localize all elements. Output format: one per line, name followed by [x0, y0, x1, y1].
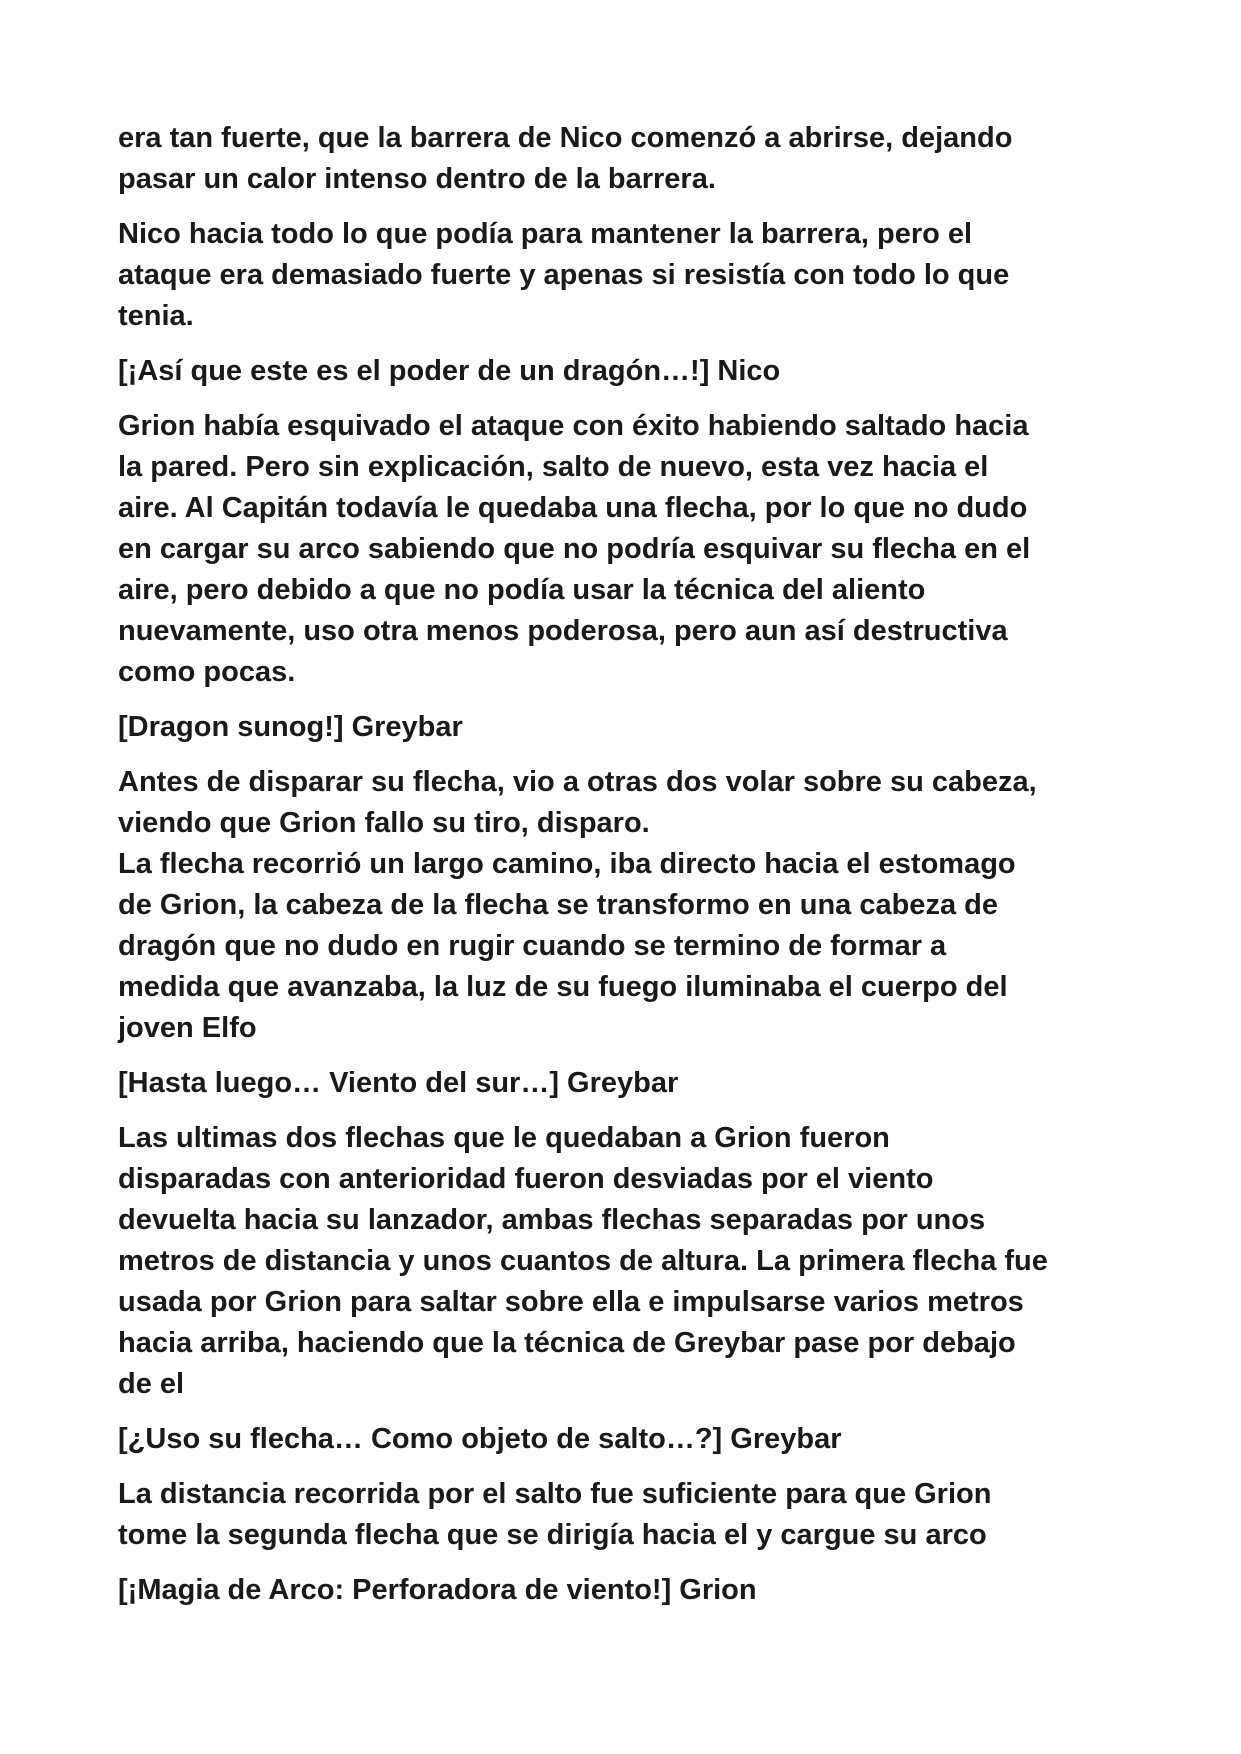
text-line: metros de distancia y unos cuantos de altura. La primera flecha fue — [118, 1245, 1048, 1277]
dialogue-line — [118, 1570, 1138, 1611]
text-line: Nico hacia todo lo que podía para mantener la barrera, pero el — [118, 218, 973, 250]
dialogue-line — [118, 707, 1138, 748]
text-line: pasar un calor intenso dentro de la barrera. — [118, 163, 716, 195]
text-line: usada por Grion para saltar sobre ella e impulsarse varios metros — [118, 1286, 1024, 1318]
text-line: Antes de disparar su flecha, vio a otras dos volar sobre su cabeza, — [118, 766, 1037, 798]
text-line: como pocas. — [118, 656, 296, 688]
text-line: era tan fuerte, que la barrera de Nico comenzó a abrirse, dejando — [118, 122, 1013, 154]
text-line: viendo que Grion fallo su tiro, disparo. — [118, 807, 650, 839]
text-line: Grion había esquivado el ataque con éxito habiendo saltado hacia — [118, 410, 1029, 442]
text-line: [Hasta luego… Viento del sur…] Greybar — [118, 1067, 679, 1099]
text-line: [¡Magia de Arco: Perforadora de viento!] Grion — [118, 1574, 757, 1606]
text-line: tenia. — [118, 300, 194, 332]
document-page — [118, 118, 1138, 1611]
text-line: en cargar su arco sabiendo que no podría esquivar su flecha en el — [118, 533, 1031, 565]
paragraph — [118, 762, 1138, 1049]
text-line: Las ultimas dos flechas que le quedaban a Grion fueron — [118, 1122, 890, 1154]
text-line: nuevamente, uso otra menos poderosa, pero aun así destructiva — [118, 615, 1008, 647]
paragraph — [118, 214, 1138, 337]
text-line: disparadas con anterioridad fueron desviadas por el viento — [118, 1163, 934, 1195]
paragraph — [118, 1474, 1138, 1556]
paragraph — [118, 406, 1138, 693]
dialogue-line — [118, 1063, 1138, 1104]
text-line: dragón que no dudo en rugir cuando se termino de formar a — [118, 930, 947, 962]
text-line: [¡Así que este es el poder de un dragón…!] Nico — [118, 355, 781, 387]
text-line: devuelta hacia su lanzador, ambas flechas separadas por unos — [118, 1204, 986, 1236]
text-line: de el — [118, 1368, 185, 1400]
text-line: aire. Al Capitán todavía le quedaba una flecha, por lo que no dudo — [118, 492, 1028, 524]
text-line: [¿Uso su flecha… Como objeto de salto…?] Greybar — [118, 1423, 842, 1455]
text-line: medida que avanzaba, la luz de su fuego iluminaba el cuerpo del — [118, 971, 1008, 1003]
text-line: aire, pero debido a que no podía usar la técnica del aliento — [118, 574, 926, 606]
text-line: La distancia recorrida por el salto fue suficiente para que Grion — [118, 1478, 992, 1510]
text-line: [Dragon sunog!] Greybar — [118, 711, 463, 743]
paragraph — [118, 118, 1138, 200]
dialogue-line — [118, 351, 1138, 392]
paragraph — [118, 1118, 1138, 1405]
text-line: joven Elfo — [118, 1012, 257, 1044]
text-line: ataque era demasiado fuerte y apenas si resistía con todo lo que — [118, 259, 1010, 291]
dialogue-line — [118, 1419, 1138, 1460]
text-line: de Grion, la cabeza de la flecha se transformo en una cabeza de — [118, 889, 998, 921]
text-line: hacia arriba, haciendo que la técnica de Greybar pase por debajo — [118, 1327, 1016, 1359]
text-line: la pared. Pero sin explicación, salto de nuevo, esta vez hacia el — [118, 451, 989, 483]
text-line: La flecha recorrió un largo camino, iba directo hacia el estomago — [118, 848, 1016, 880]
text-line: tome la segunda flecha que se dirigía hacia el y cargue su arco — [118, 1519, 987, 1551]
